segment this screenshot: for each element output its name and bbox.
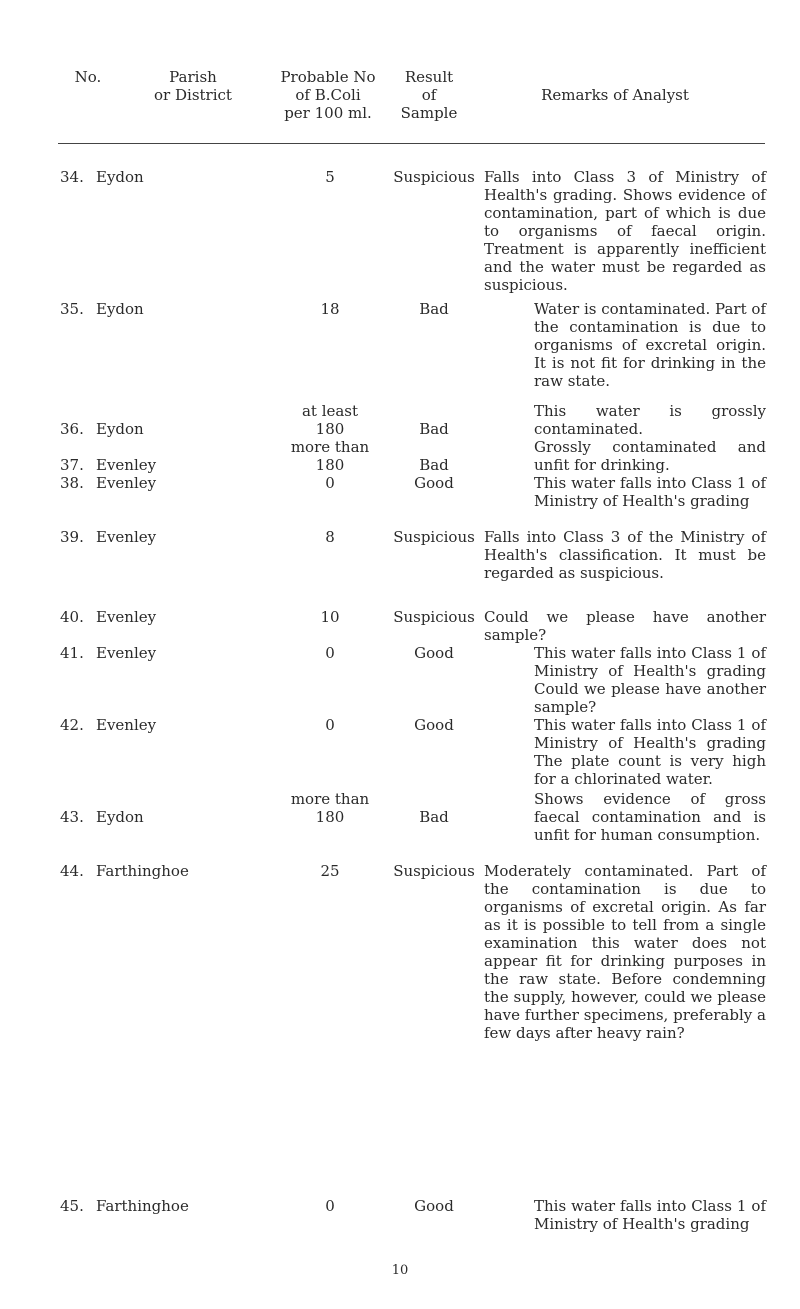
row-result: Suspicious [393,608,475,626]
row-remarks: Moderately contaminated. Part of the contamination is due to organisms of excretal origin. As far as it is possible to tell from a single examination this water does not appear fit for drinking purposes in the raw state. Before condemning the supply, however, could we please have further specimens, preferably a few days after heavy rain? [484,862,766,1042]
row-number: 43. [60,808,84,826]
row-number: 44. [60,862,84,880]
row-result: Good [414,1197,454,1215]
row-result: Good [414,474,454,492]
row-result: Good [414,644,454,662]
row-number: 41. [60,644,84,662]
row-coli: 5 [325,168,335,186]
row-remarks: Grossly contaminated and unfit for drinking. [534,438,766,474]
row-remarks: This water is grossly contaminated. [534,402,766,438]
header-result: Result of Sample [400,68,458,122]
row-result: Bad [419,300,449,318]
row-parish: Evenley [96,716,157,734]
row-parish: Eydon [96,420,144,438]
row-coli: 25 [320,862,340,880]
row-coli: more than [290,438,370,456]
row-remarks: This water falls into Class 1 of Ministry of Health's grading [534,1197,766,1233]
row-number: 40. [60,608,84,626]
row-number: 35. [60,300,84,318]
row-number: 36. [60,420,84,438]
header-rule [58,143,765,144]
row-coli: 180 [315,420,345,438]
row-coli: 8 [325,528,335,546]
row-number: 39. [60,528,84,546]
row-coli: 10 [320,608,340,626]
row-parish: Evenley [96,608,157,626]
row-remarks: This water falls into Class 1 of Ministry of Health's grading [534,474,766,510]
row-remarks: Falls into Class 3 of Ministry of Health's grading. Shows evidence of contamination, part of which is due to organisms of faecal origin. Treatment is apparently inefficient and the water must be regarded as suspicious. [484,168,766,294]
row-parish: Evenley [96,528,157,546]
row-number: 34. [60,168,84,186]
row-coli: at least [301,402,359,420]
header-coli: Probable No of B.Coli per 100 ml. [280,68,376,122]
row-result: Bad [419,456,449,474]
row-parish: Evenley [96,456,157,474]
row-coli: 0 [325,474,335,492]
row-coli: 180 [315,808,345,826]
row-parish: Evenley [96,644,157,662]
row-number: 38. [60,474,84,492]
row-parish: Eydon [96,168,144,186]
row-result: Good [414,716,454,734]
row-result: Suspicious [393,528,475,546]
row-parish: Farthinghoe [96,862,189,880]
row-coli: 18 [320,300,340,318]
row-remarks: Water is contaminated. Part of the contamination is due to organisms of excretal origin. It is not fit for drinking in the raw state. [534,300,766,390]
row-remarks: This water falls into Class 1 of Ministry of Health's grading The plate count is very high for a chlorinated water. [534,716,766,788]
row-number: 37. [60,456,84,474]
row-coli: 0 [325,716,335,734]
row-parish: Evenley [96,474,157,492]
row-number: 45. [60,1197,84,1215]
row-coli: 180 [315,456,345,474]
row-result: Suspicious [393,862,475,880]
row-remarks: This water falls into Class 1 of Ministry of Health's grading Could we please have another sample? [534,644,766,716]
row-number: 42. [60,716,84,734]
row-coli: more than [290,790,370,808]
row-result: Bad [419,420,449,438]
page-number: 10 [391,1263,409,1278]
row-coli: 0 [325,1197,335,1215]
row-remarks: Shows evidence of gross faecal contamination and is unfit for human consumption. [534,790,766,844]
header-remarks: Remarks of Analyst [541,86,689,104]
row-coli: 0 [325,644,335,662]
row-remarks: Falls into Class 3 of the Ministry of Health's classification. It must be regarded as suspicious. [484,528,766,582]
header-parish: Parish or District [154,68,232,104]
row-result: Suspicious [393,168,475,186]
header-no: No. [74,68,102,86]
row-parish: Eydon [96,808,144,826]
row-result: Bad [419,808,449,826]
row-parish: Farthinghoe [96,1197,189,1215]
row-remarks: Could we please have another sample? [484,608,766,644]
row-parish: Eydon [96,300,144,318]
